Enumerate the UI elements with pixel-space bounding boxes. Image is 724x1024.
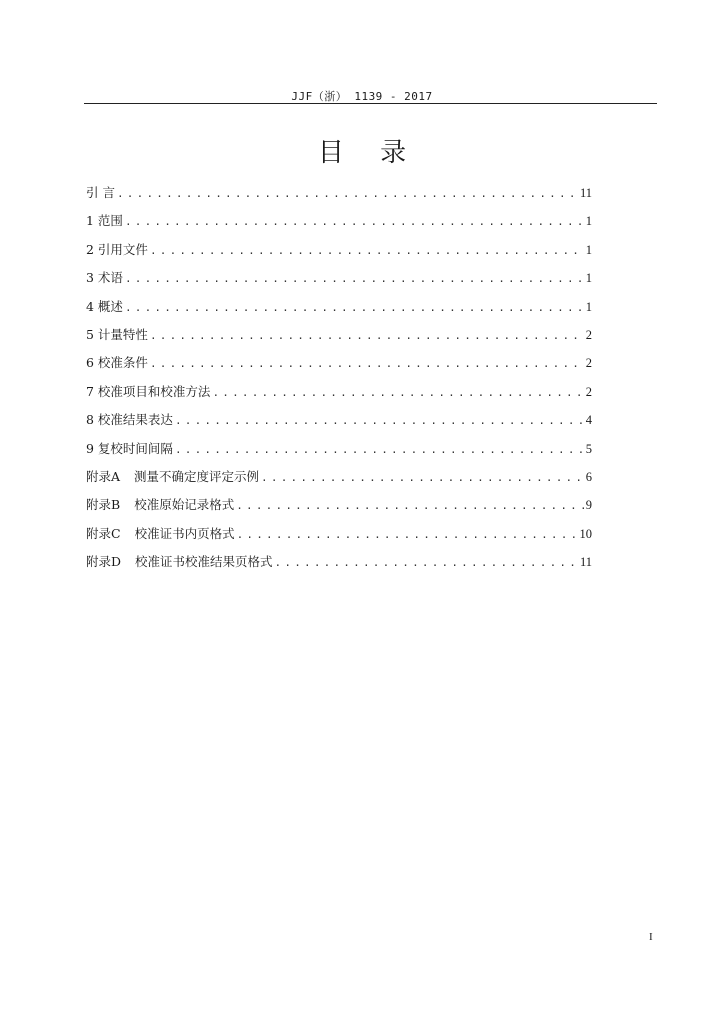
toc-entry-label: 9 复校时间间隔: [86, 440, 173, 456]
toc-entry-page: 1: [585, 214, 592, 229]
appendix-title: 测量不确定度评定示例: [134, 468, 260, 484]
toc-leader-dots: [175, 414, 584, 427]
toc-entry-label: 6 校准条件: [86, 355, 148, 371]
toc-entry-page: 11: [579, 555, 592, 570]
toc-leader-dots: [236, 499, 584, 512]
toc-entry-calibration-items-methods[interactable]: [86, 382, 592, 410]
page-number: I: [649, 931, 653, 943]
toc-entry-page: 6: [585, 469, 592, 484]
toc-entry-page: 1: [585, 271, 592, 286]
toc-leader-dots: [150, 244, 584, 257]
toc-entry-label: 8 校准结果表达: [86, 412, 173, 428]
standard-code-header: JJF（浙） 1139 - 2017: [291, 90, 433, 103]
toc-entry-metrological-characteristics[interactable]: [86, 325, 592, 353]
toc-entry-page: 10: [579, 526, 592, 541]
toc-leader-dots: [275, 556, 578, 569]
toc-entry-appendix-d[interactable]: [86, 552, 592, 580]
appendix-prefix: 附录B: [86, 497, 121, 513]
toc-entry-page: 1: [585, 242, 592, 257]
toc-entry-page: 2: [585, 384, 592, 399]
toc-entry-overview[interactable]: [86, 297, 592, 325]
appendix-title: 校准原始记录格式: [134, 497, 235, 513]
appendix-title: 校准证书校准结果页格式: [135, 554, 273, 570]
toc-entry-terms[interactable]: [86, 268, 592, 296]
toc-entry-appendix-b[interactable]: [86, 495, 592, 523]
toc-leader-dots: [125, 301, 584, 314]
toc-entry-label: [86, 552, 273, 570]
appendix-prefix: 附录C: [86, 525, 121, 541]
toc-entry-appendix-c[interactable]: [86, 524, 592, 552]
toc-entry-foreword[interactable]: [86, 183, 592, 211]
toc-leader-dots: [125, 272, 584, 285]
toc-entry-label: [86, 467, 259, 485]
toc-entry-appendix-a[interactable]: [86, 467, 592, 495]
toc-entry-references[interactable]: [86, 240, 592, 268]
toc-leader-dots: [212, 386, 583, 399]
toc-entry-label: 3 术语: [86, 270, 123, 286]
toc-leader-dots: [175, 443, 584, 456]
toc-leader-dots: [237, 528, 578, 541]
toc-leader-dots: [117, 187, 578, 200]
toc-entry-label: 2 引用文件: [86, 241, 148, 257]
toc-entry-label: 7 校准项目和校准方法: [86, 383, 211, 399]
table-of-contents: [86, 183, 592, 580]
toc-entry-result-expression[interactable]: [86, 410, 592, 438]
toc-entry-label: 5 计量特性: [86, 326, 148, 342]
toc-entry-label: 引 言: [86, 185, 115, 200]
toc-entry-recalibration-interval[interactable]: [86, 439, 592, 467]
page-title: 目 录: [317, 138, 421, 168]
toc-entry-label: 4 概述: [86, 298, 123, 314]
toc-entry-calibration-conditions[interactable]: [86, 353, 592, 381]
toc-entry-page: 9: [585, 498, 592, 513]
toc-entry-label: [86, 524, 235, 542]
toc-entry-page: 1: [585, 299, 592, 314]
toc-entry-scope[interactable]: [86, 211, 592, 239]
toc-entry-page: 4: [585, 413, 592, 428]
appendix-prefix: 附录D: [86, 554, 122, 570]
toc-entry-page: 2: [585, 327, 592, 342]
toc-entry-label: [86, 495, 234, 513]
toc-leader-dots: [261, 471, 584, 484]
toc-leader-dots: [150, 357, 584, 370]
toc-entry-page: 11: [579, 186, 592, 200]
toc-leader-dots: [150, 329, 584, 342]
toc-entry-page: 2: [585, 356, 592, 371]
toc-entry-label: 1 范围: [86, 213, 123, 229]
toc-entry-page: 5: [585, 441, 592, 456]
appendix-title: 校准证书内页格式: [134, 525, 235, 541]
toc-leader-dots: [125, 215, 584, 228]
appendix-prefix: 附录A: [86, 468, 121, 484]
header-divider: [84, 103, 657, 104]
